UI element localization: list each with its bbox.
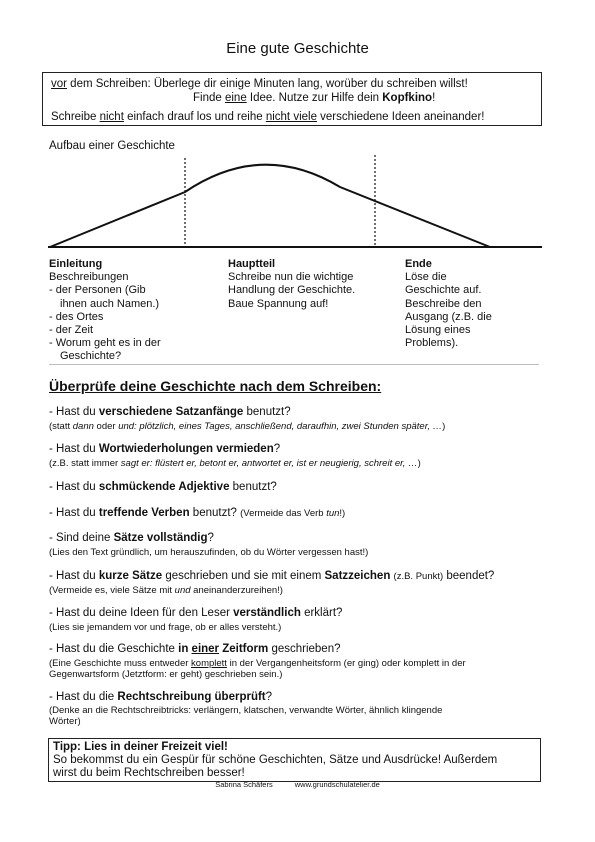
tip-box — [48, 738, 541, 782]
note-italic: und — [174, 585, 191, 596]
check-item-wortwiederholungen — [49, 443, 280, 455]
check-text: ? — [265, 691, 273, 703]
einleitung-line: Geschichte? — [60, 350, 122, 363]
check-text: - Hast du — [49, 507, 99, 519]
check-hint: (Vermeide das Verb — [240, 508, 327, 519]
check-hint-italic: tun — [326, 508, 340, 519]
intro-label-underlined: vor — [51, 78, 67, 90]
check-item-satzanfaenge — [49, 406, 291, 418]
check-keyword: Sätze vollständig — [113, 532, 208, 544]
intro-kopfkino: Kopfkino — [382, 92, 433, 104]
check-keyword: Wortwiederholungen vermieden — [98, 443, 274, 455]
ende-line: Beschreibe den — [405, 297, 482, 310]
check-text: - Hast du — [49, 406, 99, 418]
note-text: (Eine Geschichte muss entweder — [49, 658, 192, 669]
note-italic: dann — [72, 421, 94, 432]
note-text: ) — [417, 458, 421, 469]
tip-line: wirst du beim Rechtschreiben besser! — [53, 767, 245, 779]
note-text: oder — [93, 421, 119, 432]
tip-line: So bekommst du ein Gespür für schöne Geschichten, Sätze und Ausdrücke! Außerdem — [53, 754, 498, 766]
check-item-adjektive — [49, 481, 277, 493]
note-text: (statt — [49, 421, 73, 432]
intro-line2-end: ! — [432, 92, 436, 104]
note-text: (z.B. statt immer — [49, 458, 121, 469]
hauptteil-line: Handlung der Geschichte. — [228, 284, 356, 297]
check-text: erklärt? — [300, 607, 343, 619]
page-title: Eine gute Geschichte — [226, 40, 369, 57]
note-text: aneinanderzureihen!) — [190, 585, 283, 596]
check-note-zeitform-2: Gegenwartsform (Jetztform: er geht) geschrieben sein.) — [49, 669, 283, 680]
intro-line2-a: Finde — [193, 92, 225, 104]
note-text: in der Vergangenheitsform (er ging) oder komplett in der — [226, 658, 466, 669]
check-text: - Hast du — [49, 443, 99, 455]
check-text: benutzt? — [229, 481, 277, 493]
arc-curve — [50, 165, 490, 247]
section-hauptteil — [228, 258, 355, 311]
check-note-satzanfaenge — [49, 421, 445, 433]
check-keyword: in — [178, 643, 192, 655]
check-keyword: Zeitform — [219, 643, 269, 655]
note-italic: sagt er: flüstert er, betont er, antwortet er, ist er neugierig, schreit er, … — [120, 458, 418, 469]
einleitung-line: - des Ortes — [49, 310, 104, 323]
note-italic: und: plötzlich, eines Tages, anschließend, daraufhin, zwei Stunden später, … — [118, 421, 443, 432]
intro-line2-underlined: eine — [224, 92, 247, 104]
check-note-zeitform — [49, 658, 466, 670]
check-text: benutzt? — [189, 507, 241, 519]
hauptteil-line: Baue Spannung auf! — [228, 297, 329, 310]
ende-line: Löse die — [405, 271, 447, 284]
check-item-saetze-vollstaendig — [49, 532, 214, 544]
check-item-rechtschreibung — [49, 691, 272, 703]
check-text: geschrieben? — [268, 643, 341, 655]
check-hint: (z.B. Punkt) — [393, 571, 444, 582]
einleitung-line: Beschreibungen — [49, 271, 129, 284]
check-text: - Hast du — [49, 570, 99, 582]
check-keyword-underlined: einer — [191, 643, 220, 655]
ende-line: Ausgang (z.B. die — [405, 310, 492, 323]
check-text: - Hast du — [49, 481, 99, 493]
check-keyword: verständlich — [233, 607, 301, 619]
check-note-verstaendlich: (Lies sie jemandem vor und frage, ob er alles versteht.) — [49, 622, 282, 633]
check-keyword: schmückende Adjektive — [98, 481, 230, 493]
check-text: - Hast du die — [49, 691, 118, 703]
check-text: beendet? — [443, 570, 495, 582]
section-einleitung — [49, 258, 161, 364]
footer — [0, 780, 595, 789]
check-text: - Sind deine — [49, 532, 114, 544]
aufbau-label: Aufbau einer Geschichte — [49, 140, 175, 152]
intro-line3-b: einfach drauf los und reihe — [123, 111, 266, 123]
footer-author: Sabrina Schäfers — [215, 780, 273, 789]
check-text: benutzt? — [243, 406, 291, 418]
intro-label-rest: dem Schreiben: — [66, 78, 151, 90]
check-keyword: verschiedene Satzanfänge — [98, 406, 244, 418]
hauptteil-line: Schreibe nun die wichtige — [228, 271, 354, 284]
check-text: - Hast du die Geschichte — [49, 643, 179, 655]
ende-line: Geschichte auf. — [405, 284, 482, 297]
check-keyword: treffende Verben — [98, 507, 190, 519]
note-underlined: komplett — [191, 658, 227, 669]
einleitung-line: - der Zeit — [49, 324, 94, 337]
check-text: geschrieben und sie mit einem — [162, 570, 325, 582]
check-hint: !) — [339, 508, 346, 519]
einleitung-line: - der Personen (Gib — [49, 284, 146, 297]
einleitung-line: - Worum geht es in der — [49, 337, 161, 350]
check-note-wortwiederholungen — [49, 458, 421, 470]
check-note-rechtschreibung: (Denke an die Rechtschreibtricks: verlängern, klatschen, verwandte Wörter, ähnlich klingende — [49, 705, 443, 716]
check-keyword: Rechtschreibung überprüft — [117, 691, 266, 703]
check-item-kurze-saetze — [49, 570, 494, 582]
intro-line3-underlined-1: nicht — [99, 111, 124, 123]
check-text: ? — [207, 532, 214, 544]
check-text: - Hast du deine Ideen für den Leser — [49, 607, 234, 619]
check-item-verstaendlich — [49, 607, 342, 619]
intro-line3-a: Schreibe — [51, 111, 100, 123]
intro-line3-underlined-2: nicht viele — [265, 111, 317, 123]
section-ende — [405, 258, 492, 350]
intro-line2-b: Idee. Nutze zur Hilfe dein — [246, 92, 383, 104]
note-text: (Vermeide es, viele Sätze mit — [49, 585, 175, 596]
hauptteil-heading: Hauptteil — [228, 258, 276, 270]
section-divider — [49, 364, 539, 365]
einleitung-line: ihnen auch Namen.) — [60, 297, 160, 310]
check-keyword: Satzzeichen — [324, 570, 391, 582]
footer-site: www.grundschulatelier.de — [294, 780, 380, 789]
check-note-rechtschreibung-2: Wörter) — [49, 716, 81, 727]
tip-heading: Tipp: Lies in deiner Freizeit viel! — [53, 741, 228, 753]
ende-line: Problems). — [405, 337, 459, 350]
intro-line1-text: Überlege dir einige Minuten lang, worüber du schreiben willst! — [150, 78, 468, 90]
checklist-heading: Überprüfe deine Geschichte nach dem Schreiben: — [49, 378, 382, 394]
check-text: ? — [273, 443, 281, 455]
check-note-saetze-vollstaendig: (Lies den Text gründlich, um herauszufinden, ob du Wörter vergessen hast!) — [49, 547, 369, 558]
ende-heading: Ende — [405, 258, 432, 270]
intro-line3-c: verschiedene Ideen aneinander! — [316, 111, 485, 123]
einleitung-heading: Einleitung — [49, 258, 103, 270]
note-text: ) — [442, 421, 446, 432]
check-keyword: kurze Sätze — [98, 570, 163, 582]
ende-line: Lösung eines — [405, 324, 471, 337]
check-item-verben — [49, 507, 345, 519]
check-item-zeitform — [49, 643, 341, 655]
check-note-kurze-saetze — [49, 585, 283, 597]
